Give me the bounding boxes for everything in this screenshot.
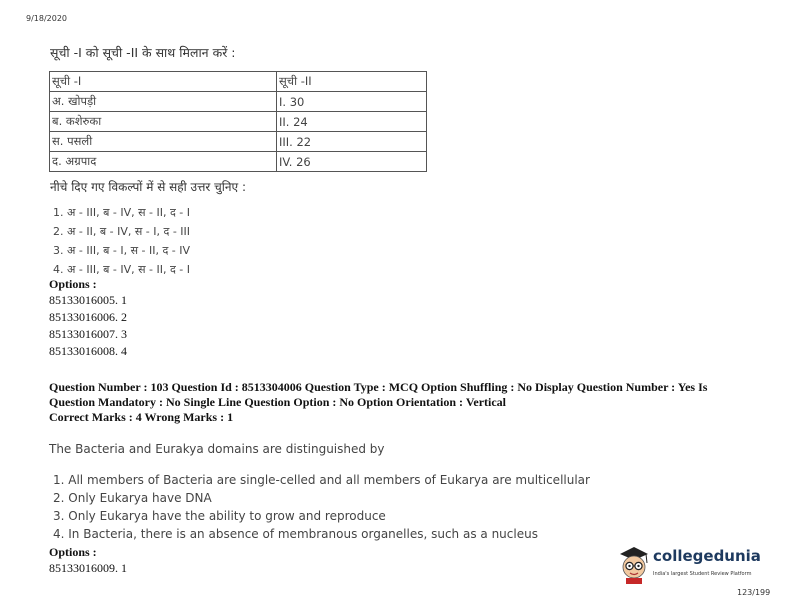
question-1-instruction: नीचे दिए गए विकल्पों में से सही उत्तर चुनिए : [50, 180, 247, 194]
table-row [50, 112, 427, 132]
table-cell: II. 24 [277, 112, 427, 132]
table-cell: IV. 26 [277, 152, 427, 172]
options-heading: Options : [49, 545, 97, 559]
list-item: 85133016006. 2 [49, 310, 127, 324]
option-id-list [49, 560, 127, 577]
list-item: 1. All members of Bacteria are single-celled and all members of Eukarya are multicellular [53, 473, 590, 487]
list-item: 1. अ - III, ब - IV, स - II, द - I [53, 206, 191, 219]
list-item: 2. अ - II, ब - IV, स - I, द - III [53, 225, 191, 238]
table-cell: ब. कशेरुका [50, 112, 277, 132]
options-heading: Options : [49, 277, 97, 291]
list-item: 3. अ - III, ब - I, स - II, द - IV [53, 244, 191, 257]
table-row [50, 152, 427, 172]
list-item: 85133016007. 3 [49, 327, 127, 341]
question-2-meta [49, 380, 739, 425]
print-date: 9/18/2020 [26, 14, 68, 23]
table-cell: द. अग्रपाद [50, 152, 277, 172]
list-item: 3. Only Eukarya have the ability to grow and reproduce [53, 509, 386, 523]
question-1-title: सूची -I को सूची -II के साथ मिलान करें : [50, 45, 236, 60]
table-row [50, 132, 427, 152]
question-2-text: The Bacteria and Eurakya domains are distinguished by [49, 442, 385, 456]
logo-wordmark: collegedunia [653, 547, 761, 565]
page-number: 123/199 [737, 588, 771, 597]
meta-line: Question Mandatory : No Single Line Question Option : No Option Orientation : Vertical [49, 395, 507, 409]
collegedunia-logo [617, 545, 761, 587]
list-item: 4. In Bacteria, there is an absence of membranous organelles, such as a nucleus [53, 527, 538, 541]
list-item: 4. अ - III, ब - IV, स - II, द - I [53, 263, 191, 276]
list-item: 85133016005. 1 [49, 293, 127, 307]
table-cell: III. 22 [277, 132, 427, 152]
logo-tagline: India's largest Student Review Platform [653, 571, 752, 577]
table-cell: अ. खोपड़ी [50, 92, 277, 112]
table-cell: सूची -II [277, 72, 427, 92]
mascot-icon [617, 545, 651, 585]
meta-line: Question Number : 103 Question Id : 8513304006 Question Type : MCQ Option Shuffling : No Display Question Number : Yes Is [49, 380, 708, 394]
list-item: 85133016008. 4 [49, 344, 127, 358]
list-item: 2. Only Eukarya have DNA [53, 491, 212, 505]
option-id-list [49, 292, 127, 360]
question-2-choices [53, 471, 590, 543]
list-item: 85133016009. 1 [49, 561, 127, 575]
table-row [50, 72, 427, 92]
table-row [50, 92, 427, 112]
table-cell: I. 30 [277, 92, 427, 112]
meta-line: Correct Marks : 4 Wrong Marks : 1 [49, 410, 234, 424]
question-1-choices [53, 203, 190, 279]
table-cell: सूची -I [50, 72, 277, 92]
match-table [49, 71, 427, 172]
table-cell: स. पसली [50, 132, 277, 152]
